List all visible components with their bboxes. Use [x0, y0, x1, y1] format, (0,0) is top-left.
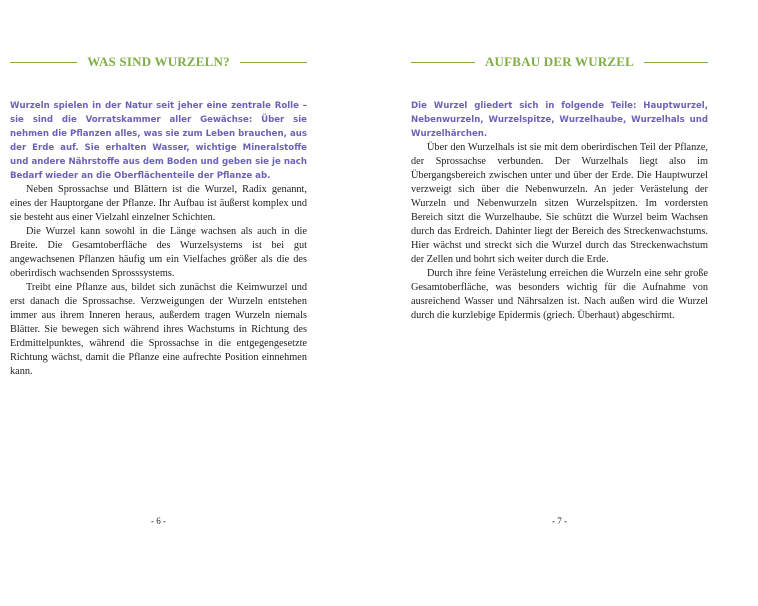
- right-heading: [411, 54, 708, 70]
- heading-rule-right: [644, 62, 708, 63]
- left-content: [10, 99, 307, 379]
- left-page-title: WAS SIND WURZELN?: [87, 54, 230, 69]
- right-page-number: - 7 -: [552, 516, 567, 526]
- left-paragraph: Neben Sprossachse und Blättern ist die Wurzel, Radix genannt, eines der Hauptorgane der Pflanze. Ihr Aufbau ist äußerst komplex und sie besteht aus einer Vielzahl einzelner Schichten.: [10, 184, 307, 223]
- right-page-title: AUFBAU DER WURZEL: [484, 54, 635, 69]
- right-paragraph: Über den Wurzelhals ist sie mit dem oberirdischen Teil der Pflanze, der Sprossachse verbunden. Der Wurzelhals liegt also im Übergangsbereich zwischen unter und über der Erde. Die Hauptwurzel verzweigt sich über die Nebenwurzeln. An jeder Verästelung der Wurzeln und Nebenwurzeln sitzen Wurzelspitzen. Im vordersten Bereich sitzt die Wurzelhaube. Sie schützt die Wurzel beim Wachsen durch das Erdreich. Dahinter liegt der Bereich des Streckenwachstums. Hier wächst und streckt sich die Wurzel durch das Streckenwachstum der Zellen und bohrt sich weiter durch die Erde.: [411, 142, 708, 265]
- right-page: [411, 0, 708, 606]
- right-content: [411, 99, 708, 323]
- heading-rule-left: [10, 62, 77, 63]
- right-lead-paragraph: Die Wurzel gliedert sich in folgende Teile: Hauptwurzel, Nebenwurzeln, Wurzelspitze, Wurzelhaube, Wurzelhals und Wurzelhärchen.: [411, 101, 708, 139]
- left-paragraph: Treibt eine Pflanze aus, bildet sich zunächst die Keimwurzel und erst danach die Sprossachse. Verzweigungen der Wurzeln entstehen immer aus ihrem Inneren heraus, außerdem tragen Wurzeln niemals Blätter. Sie bewegen sich während ihres Wachstums in Richtung des Erdmittelpunktes, während die Sprossachse in die entgegengesetzte Richtung wächst, damit die Pflanze eine aufrechte Position einnehmen kann.: [10, 282, 307, 377]
- left-page-number: - 6 -: [151, 516, 166, 526]
- right-paragraph: Durch ihre feine Verästelung erreichen die Wurzeln eine sehr große Gesamtoberfläche, was besonders wichtig für die Aufnahme von ausreichend Wasser und Nährsalzen ist. Nach außen wird die Wurzel durch die kurzlebige Epidermis (griech. Überhaut) abgeschirmt.: [411, 268, 708, 321]
- left-heading: [10, 54, 307, 70]
- left-paragraph: Die Wurzel kann sowohl in die Länge wachsen als auch in die Breite. Die Gesamtoberfläche des Wurzelsystems ist bei gut angewachsenen Pflanzen häufig um ein Vielfaches größer als die des oberirdisch wachsenden Sprosssystems.: [10, 226, 307, 279]
- left-page: [10, 0, 307, 606]
- left-lead-paragraph: Wurzeln spielen in der Natur seit jeher eine zentrale Rolle – sie sind die Vorratskammer aller Gewächse: Über sie nehmen die Pflanzen alles, was sie zum Leben brauchen, aus der Erde auf. Sie erhalten Wasser, wichtige Mineralstoffe und andere Nährstoffe aus dem Boden und geben sie je nach Bedarf wieder an die Oberflächenteile der Pflanze ab.: [10, 101, 307, 181]
- heading-rule-right: [240, 62, 307, 63]
- heading-rule-left: [411, 62, 475, 63]
